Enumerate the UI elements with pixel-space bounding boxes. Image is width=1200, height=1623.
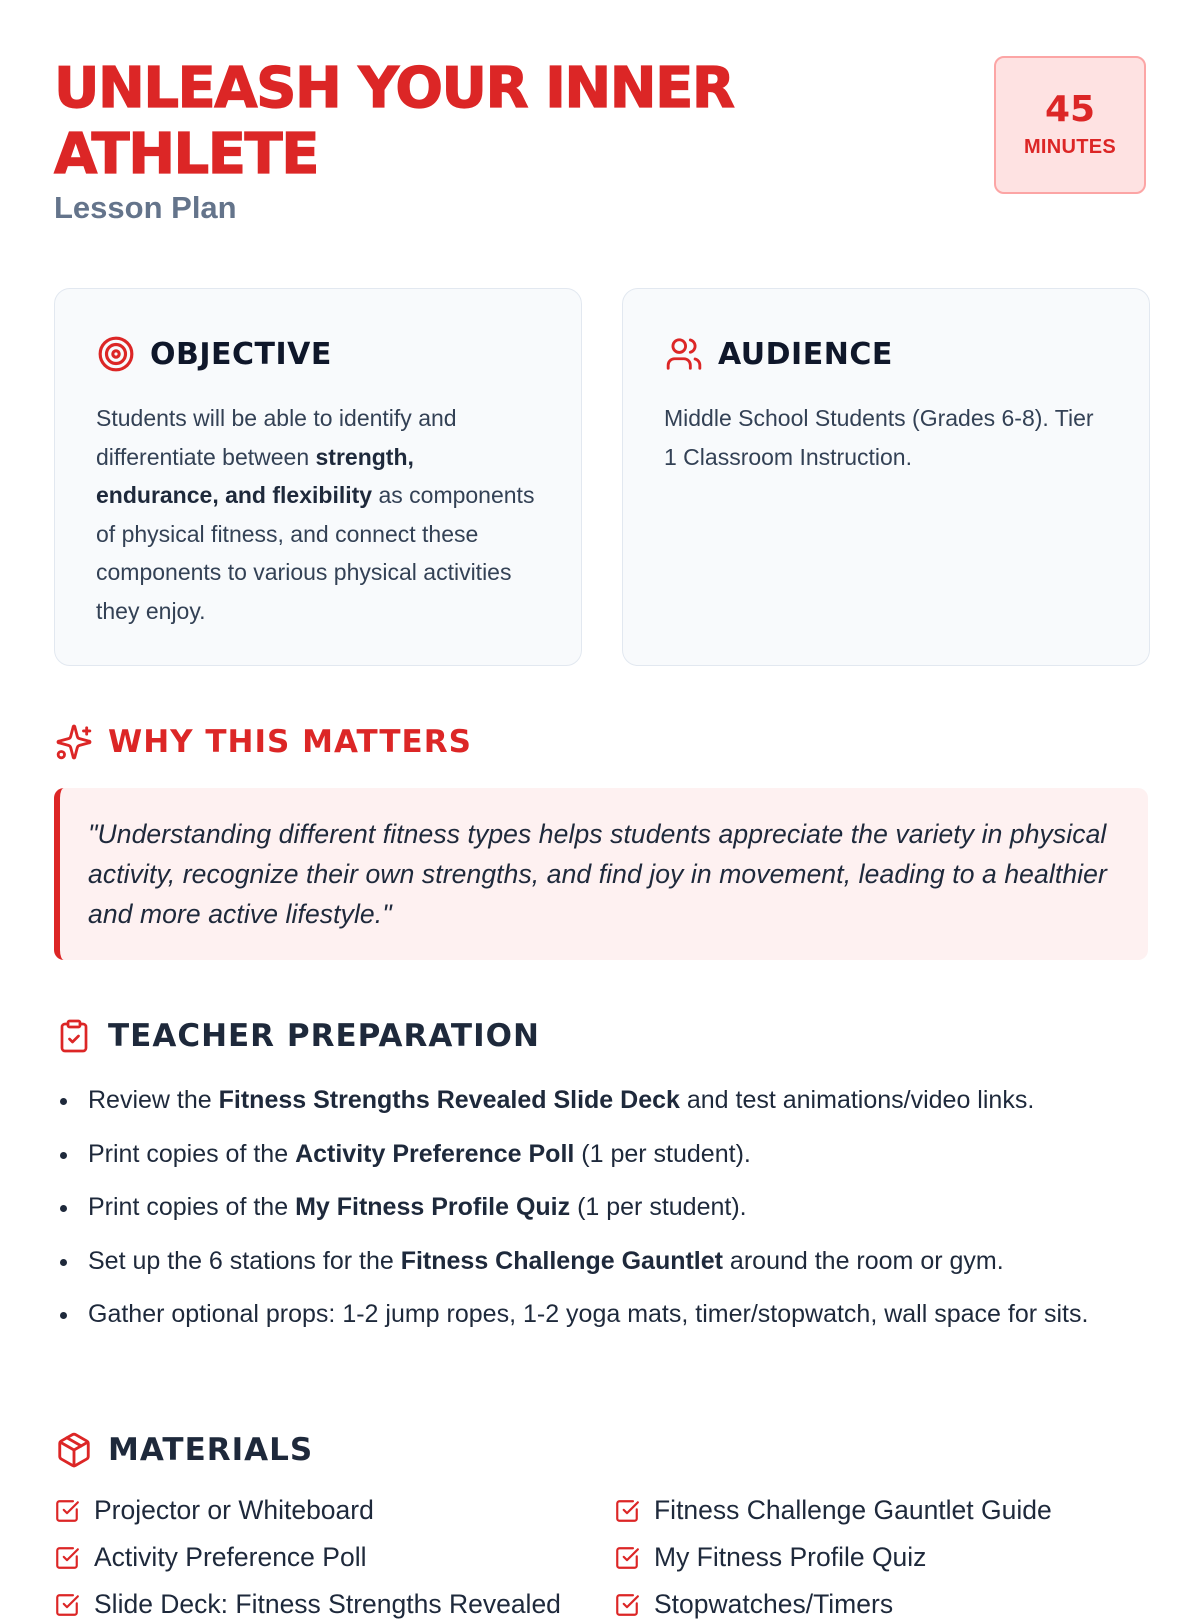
audience-card (622, 288, 1150, 666)
objective-text: Students will be able to identify and differentiate between strength, endurance, and flexibility as components of physical fitness, and connect these components to various physical activities they enjoy. (96, 405, 535, 624)
clipboard-check-icon (54, 1016, 94, 1056)
material-label: Stopwatches/Timers (654, 1589, 894, 1619)
duration-badge (994, 56, 1146, 194)
material-label: Activity Preference Poll (94, 1542, 367, 1572)
sparkles-icon (54, 722, 94, 762)
material-label: Slide Deck: Fitness Strengths Revealed (94, 1589, 561, 1619)
why-quote: "Understanding different fitness types helps students appreciate the variety in physical activity, recognize their own strengths, and find joy in movement, leading to a healthier and more active lifestyle." (88, 819, 1107, 929)
checkbox-icon (54, 1545, 80, 1571)
list-item (614, 1539, 1154, 1576)
list-item: Review the Fitness Strengths Revealed Slide Deck and test animations/video links. (58, 1080, 1148, 1120)
list-item (614, 1492, 1154, 1529)
checkbox-icon (54, 1498, 80, 1524)
materials-heading: MATERIALS (108, 1432, 314, 1468)
checkbox-icon (54, 1592, 80, 1618)
material-label: Fitness Challenge Gauntlet Guide (654, 1495, 1052, 1525)
prep-heading: TEACHER PREPARATION (108, 1018, 540, 1054)
duration-unit: MINUTES (1023, 136, 1117, 158)
users-icon (664, 334, 704, 374)
materials-section-header (54, 1430, 313, 1470)
page-subtitle: Lesson Plan (54, 190, 237, 225)
checkbox-icon (614, 1498, 640, 1524)
list-item: Print copies of the My Fitness Profile Quiz (1 per student). (58, 1187, 1148, 1227)
why-quote-block (54, 788, 1148, 960)
objective-heading: OBJECTIVE (150, 336, 332, 372)
page-title: UNLEASH YOUR INNER ATHLETE (54, 56, 734, 187)
list-item: Set up the 6 stations for the Fitness Challenge Gauntlet around the room or gym. (58, 1241, 1148, 1281)
checkbox-icon (614, 1545, 640, 1571)
prep-section-header (54, 1016, 540, 1056)
list-item: Gather optional props: 1-2 jump ropes, 1-2 yoga mats, timer/stopwatch, wall space for sits. (58, 1294, 1148, 1334)
package-icon (54, 1430, 94, 1470)
list-item (614, 1586, 1154, 1623)
prep-list (58, 1080, 1148, 1348)
objective-card (54, 288, 582, 666)
list-item (54, 1539, 614, 1576)
list-item: Print copies of the Activity Preference Poll (1 per student). (58, 1134, 1148, 1174)
checkbox-icon (614, 1592, 640, 1618)
duration-value: 45 (1044, 89, 1096, 130)
material-label: Projector or Whiteboard (94, 1495, 374, 1525)
audience-text: Middle School Students (Grades 6-8). Tier 1 Classroom Instruction. (664, 405, 1094, 470)
audience-header (664, 333, 1109, 375)
why-section-header (54, 722, 472, 762)
list-item (54, 1492, 614, 1529)
materials-list (54, 1492, 1154, 1623)
why-heading: WHY THIS MATTERS (108, 724, 472, 760)
target-icon (96, 334, 136, 374)
objective-header (96, 333, 541, 375)
lesson-header (54, 56, 1146, 236)
material-label: My Fitness Profile Quiz (654, 1542, 927, 1572)
list-item (54, 1586, 614, 1623)
objective-highlight: strength, endurance, and flexibility (96, 443, 414, 508)
audience-heading: AUDIENCE (718, 336, 893, 372)
